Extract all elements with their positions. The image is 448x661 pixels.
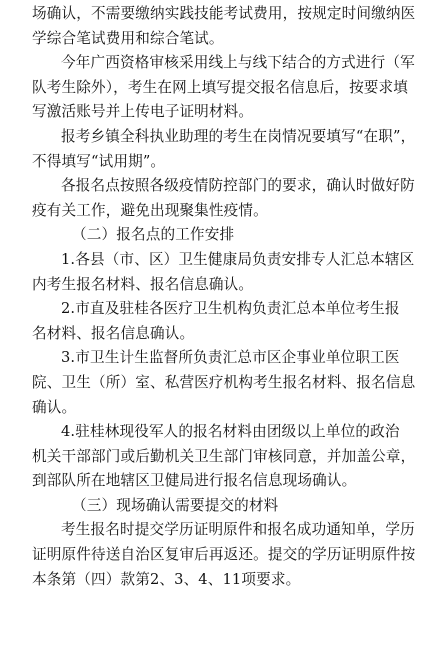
text-line: 4.驻桂林现役军人的报名材料由团级以上单位的政治 (61, 423, 400, 441)
text-line: 不得填写“试用期”。 (32, 152, 166, 170)
text-line: 院、卫生（所）室、私营医疗机构考生报名材料、报名信息 (32, 373, 416, 391)
section-heading: （二）报名点的工作安排 (72, 226, 235, 244)
text-line: 今年广西资格审核采用线上与线下结合的方式进行（军 (61, 54, 415, 72)
text-line: 内考生报名材料、报名信息确认。 (32, 275, 254, 293)
text-line: 名材料、报名信息确认。 (32, 324, 195, 342)
text-line: 证明原件待送自治区复审后再返还。提交的学历证明原件按 (32, 546, 416, 564)
text-line: 各报名点按照各级疫情防控部门的要求，确认时做好防 (61, 177, 415, 195)
text-line: 3.市卫生计生监督所负责汇总市区企事业单位职工医 (61, 349, 400, 367)
text-line: 队考生除外），考生在网上填写提交报名信息后，按要求填 (32, 78, 409, 96)
text-line: 机关干部部门或后勤机关卫生部门审核同意，并加盖公章， (32, 447, 416, 465)
text-line: 确认。 (32, 398, 77, 416)
text-line: 报考乡镇全科执业助理的考生在岗情况要填写“在职”， (61, 127, 416, 145)
text-line: 疫有关工作，避免出现聚集性疫情。 (32, 201, 268, 219)
section-heading: （三）现场确认需要提交的材料 (72, 496, 279, 514)
text-line: 写激活账号并上传电子证明材料。 (32, 103, 254, 121)
text-line: 到部队所在地辖区卫健局进行报名信息现场确认。 (32, 472, 357, 490)
text-line: 场确认，不需要缴纳实践技能考试费用，按规定时间缴纳医 (32, 5, 416, 22)
text-line: 考生报名时提交学历证明原件和报名成功通知单，学历 (61, 521, 415, 539)
text-line: 2.市直及驻桂各医疗卫生机构负责汇总本单位考生报 (61, 300, 400, 318)
text-line: 学综合笔试费用和综合笔试。 (32, 29, 224, 47)
text-line: 本条第（四）款第2、3、4、11项要求。 (32, 570, 301, 588)
text-line: 1.各县（市、区）卫生健康局负责安排专人汇总本辖区 (61, 250, 415, 268)
